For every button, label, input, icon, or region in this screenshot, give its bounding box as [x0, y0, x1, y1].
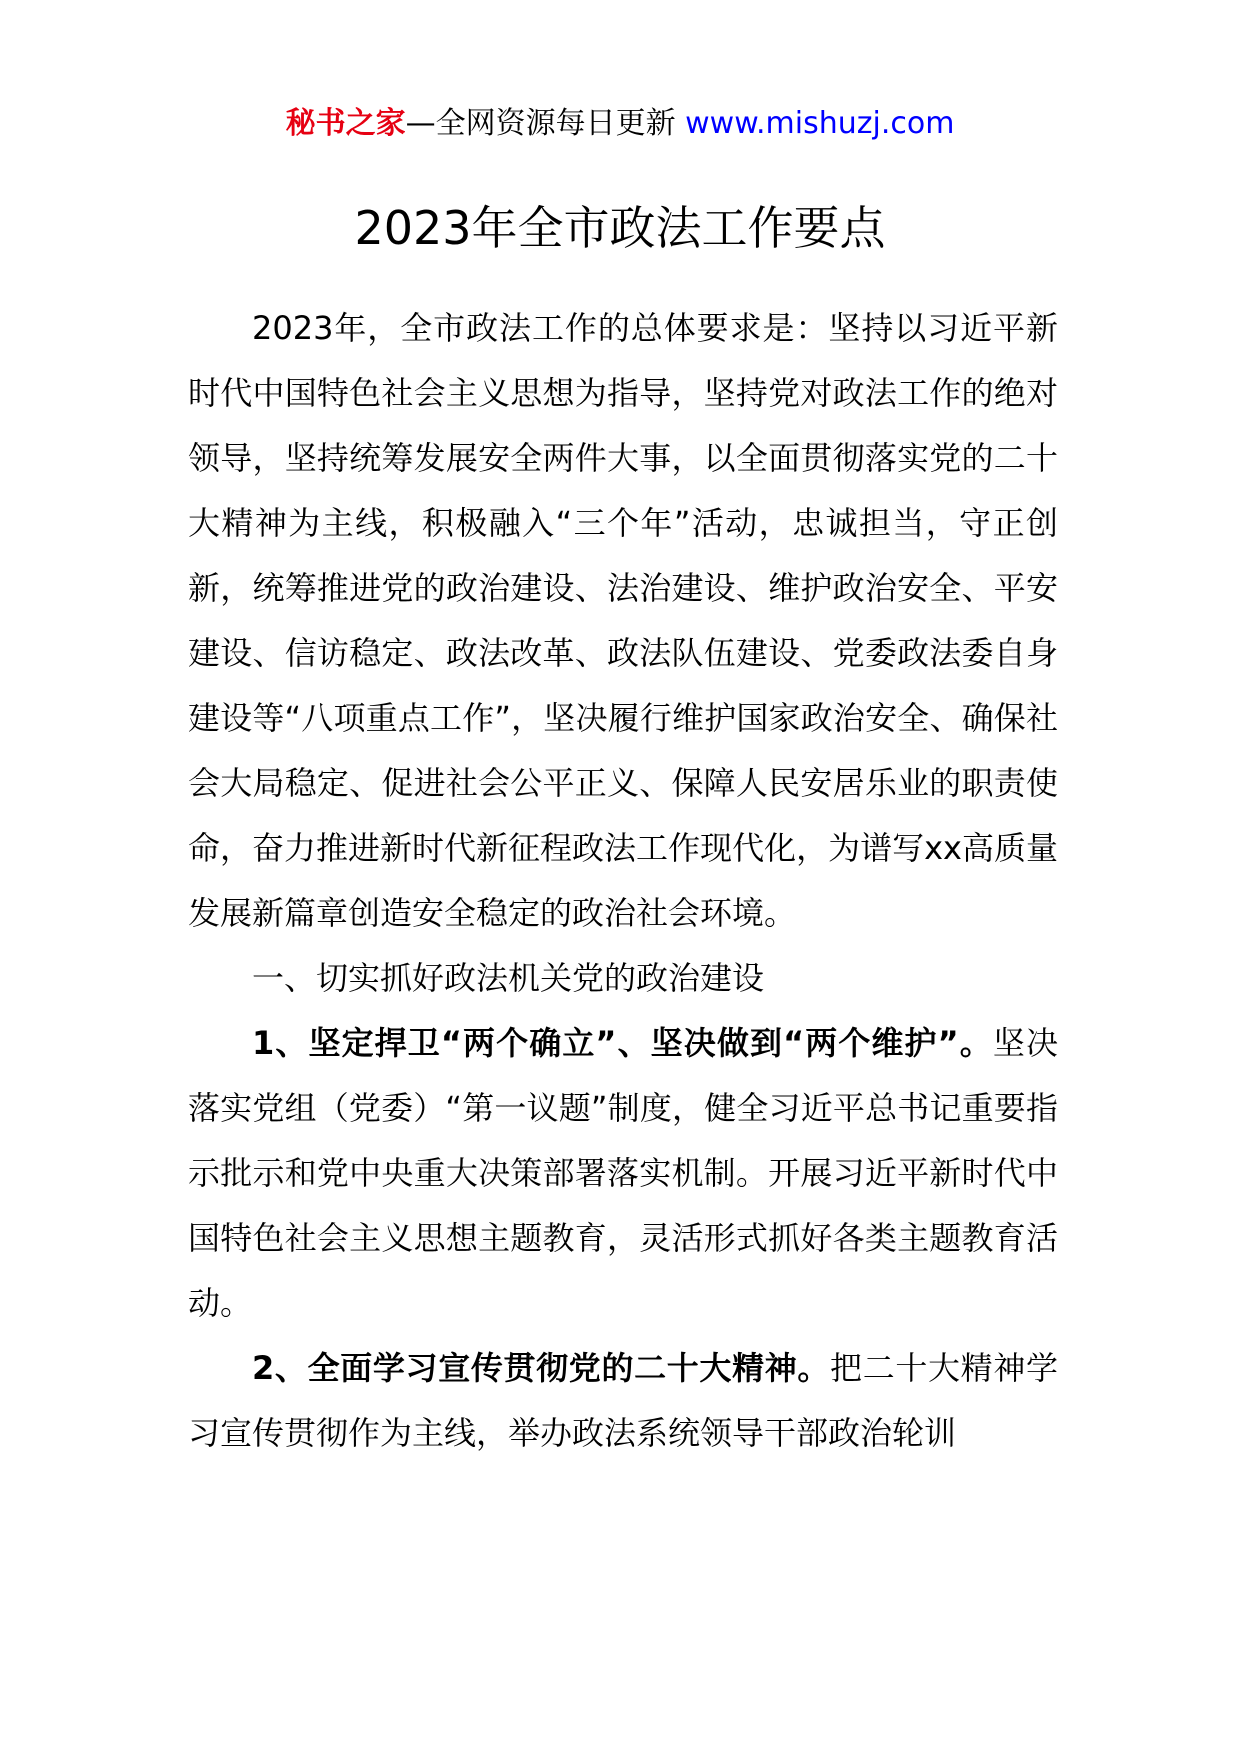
item-paragraph-1: [188, 1011, 1058, 1336]
item-paragraph-2: [188, 1336, 1058, 1466]
header-slogan: —全网资源每日更新: [405, 106, 676, 141]
document-title: 2023年全市政法工作要点: [354, 201, 886, 255]
item-title-2: 2、全面学习宣传贯彻党的二十大精神。: [252, 1349, 831, 1387]
site-header: [0, 100, 1240, 148]
site-url-link[interactable]: www.mishuzj.com: [685, 106, 955, 141]
document-body: [188, 296, 1058, 1466]
item-text-2: 把二十大精神学习宣传贯彻作为主线，举办政法系统领导干部政治轮训: [188, 1349, 1058, 1452]
item-title-1: 1、坚定捍卫“两个确立”、坚决做到“两个维护”。: [252, 1024, 993, 1062]
section-heading-1: 一、切实抓好政法机关党的政治建设: [252, 959, 765, 997]
brand-name: 秘书之家: [285, 106, 406, 141]
item-text-1: 坚决落实党组（党委）“第一议题”制度，健全习近平总书记重要指示批示和党中央重大决策部署落实机制。开展习近平新时代中国特色社会主义思想主题教育，灵活形式抓好各类主题教育活动。: [188, 1024, 1058, 1322]
intro-paragraph: 2023年，全市政法工作的总体要求是：坚持以习近平新时代中国特色社会主义思想为指导，坚持党对政法工作的绝对领导，坚持统筹发展安全两件大事，以全面贯彻落实党的二十大精神为主线，积极融入“三个年”活动，忠诚担当，守正创新，统筹推进党的政治建设、法治建设、维护政治安全、平安建设、信访稳定、政法改革、政法队伍建设、党委政法委自身建设等“八项重点工作”，坚决履行维护国家政治安全、确保社会大局稳定、促进社会公平正义、保障人民安居乐业的职责使命，奋力推进新时代新征程政法工作现代化，为谱写xx高质量发展新篇章创造安全稳定的政治社会环境。: [188, 309, 1058, 932]
